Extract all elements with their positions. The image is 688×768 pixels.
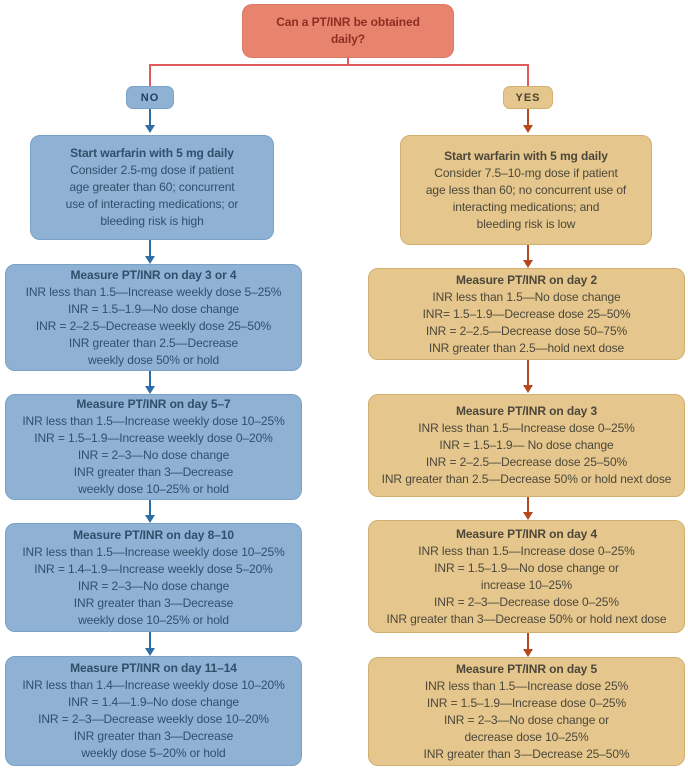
box-line: weekly dose 10–25% or hold [78,612,229,627]
connector-branch-horizontal [149,64,529,66]
no-box-day-11-14 [5,656,302,766]
arrow-down-icon [523,125,533,133]
connector-no-1 [149,109,151,126]
arrow-down-icon [523,649,533,657]
box-line: INR = 2–3—No dose change [77,578,230,593]
box-line: bleeding risk is high [100,214,204,228]
no-box-day-3-4 [5,264,302,371]
box-title: Measure PT/INR on day 3 [455,404,598,418]
root-question-box [242,4,454,58]
box-line: INR = 1.4–1.9—Increase weekly dose 5–20% [34,561,273,576]
box-line: INR greater than 2.5—Decrease [68,335,239,350]
connector-no-2 [149,240,151,257]
box-line: Consider 2.5-mg dose if patient [70,163,234,177]
box-line: INR = 1.5–1.9—No dose change [68,301,239,316]
box-line: INR = 1.5–1.9— No dose change [439,438,614,452]
connector-yes-3 [527,360,529,386]
box-line: INR = 2–3—Decrease weekly dose 10–20% [38,712,269,726]
connector-yes-5 [527,633,529,650]
box-line: INR = 2–2.5—Decrease dose 50–75% [425,323,628,338]
yes-box-day-4 [368,520,685,633]
box-title: Start warfarin with 5 mg daily [70,146,234,160]
box-line: decrease dose 10–25% [464,729,589,744]
box-line: INR greater than 3—Decrease [73,595,234,610]
box-line: INR = 2–2.5–Decrease weekly dose 25–50% [35,318,272,333]
connector-yes-4 [527,497,529,513]
box-line: INR greater than 3—Decrease [73,729,234,743]
connector-yes-1 [527,109,529,126]
box-line: INR = 2–3—Decrease dose 0–25% [434,594,619,609]
arrow-down-icon [523,385,533,393]
connector-no-4 [149,500,151,516]
box-line: INR less than 1.5—Increase weekly dose 5–25% [25,284,282,299]
box-title: Measure PT/INR on day 11–14 [70,661,237,675]
yes-box-day-2 [368,268,685,360]
box-line: weekly dose 10–25% or hold [78,482,229,496]
yes-branch-label: YES [503,86,553,109]
connector-no-5 [149,632,151,649]
box-line: INR = 2–3—No dose change [77,448,230,462]
box-line: INR less than 1.5—Increase dose 0–25% [418,543,635,558]
no-box-start-warfarin [30,135,274,240]
box-line: INR greater than 3—Decrease [73,465,234,479]
arrow-down-icon [145,256,155,264]
arrow-down-icon [523,512,533,520]
arrow-down-icon [145,648,155,656]
arrow-down-icon [145,386,155,394]
box-title: Measure PT/INR on day 4 [455,526,598,541]
yes-box-day-3 [368,394,685,497]
root-question-line: daily? [330,32,366,46]
box-line: age less than 60; no concurrent use of [425,182,627,197]
box-line: INR = 2–3—No dose change or [443,712,610,727]
box-line: INR greater than 3—Decrease 50% or hold next dose [386,611,667,626]
connector-no-3 [149,371,151,387]
root-question-line: Can a PT/INR be obtained [276,15,420,29]
box-line: INR = 1.5–1.9—No dose change or [434,560,619,575]
box-line: weekly dose 5–20% or hold [81,746,226,760]
box-line: INR less than 1.5—Increase dose 25% [424,678,629,693]
box-line: INR greater than 3—Decrease 25–50% [423,746,630,761]
box-line: INR= 1.5–1.9—Decrease dose 25–50% [422,306,631,321]
box-line: INR = 1.5–1.9—Increase weekly dose 0–20% [34,431,273,445]
box-title: Measure PT/INR on day 2 [455,272,598,287]
box-title: Measure PT/INR on day 5 [455,661,598,676]
arrow-down-icon [145,515,155,523]
box-line: use of interacting medications; or [65,197,239,211]
no-box-day-5-7 [5,394,302,500]
box-line: INR less than 1.5—No dose change [432,289,621,304]
connector-yes-2 [527,245,529,261]
box-line: INR = 1.5–1.9—Increase dose 0–25% [426,695,627,710]
yes-box-start-warfarin [400,135,652,245]
box-line: INR less than 1.4—Increase weekly dose 10–20% [22,678,285,692]
box-title: Measure PT/INR on day 3 or 4 [70,267,237,282]
box-line: INR less than 1.5—Increase weekly dose 10–25% [22,544,285,559]
yes-box-day-5 [368,657,685,766]
box-title: Start warfarin with 5 mg daily [444,148,608,163]
box-line: INR less than 1.5—Increase weekly dose 10–25% [22,414,285,428]
arrow-down-icon [145,125,155,133]
connector-yes-stub [527,64,529,86]
arrow-down-icon [523,260,533,268]
box-line: INR = 2–2.5—Decrease dose 25–50% [425,455,628,469]
box-line: Consider 7.5–10-mg dose if patient [434,165,618,180]
box-line: interacting medications; and [452,199,600,214]
box-line: weekly dose 50% or hold [87,352,220,367]
box-line: age greater than 60; concurrent [69,180,235,194]
box-title: Measure PT/INR on day 8–10 [73,527,234,542]
no-box-day-8-10 [5,523,302,632]
box-line: INR less than 1.5—Increase dose 0–25% [418,421,635,435]
box-line: INR greater than 2.5—Decrease 50% or hold next dose [381,472,672,486]
no-branch-label: NO [126,86,174,109]
connector-no-stub [149,64,151,86]
box-line: bleeding risk is low [476,216,576,231]
box-line: increase 10–25% [480,577,573,592]
box-line: INR = 1.4—1.9–No dose change [68,695,239,709]
box-title: Measure PT/INR on day 5–7 [76,397,231,411]
box-line: INR greater than 2.5—hold next dose [428,340,625,355]
